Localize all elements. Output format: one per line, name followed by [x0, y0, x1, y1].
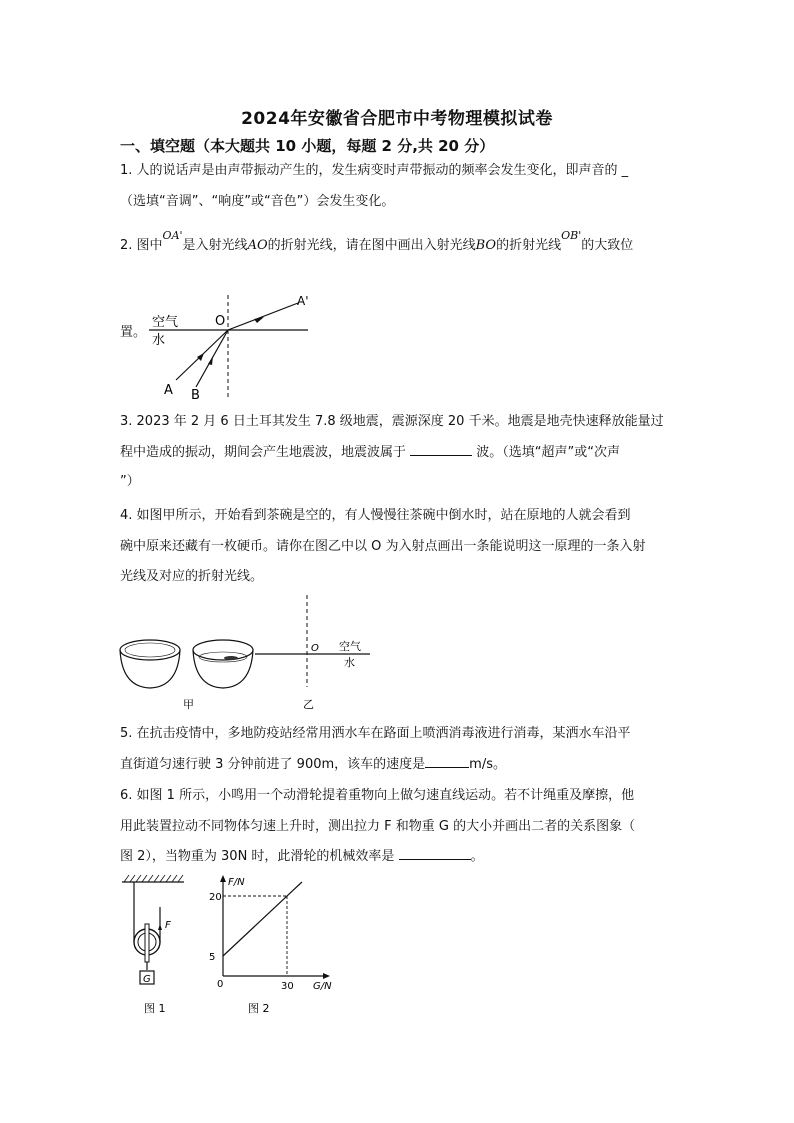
q4-line3: 光线及对应的折射光线。	[120, 569, 264, 584]
answer-blank[interactable]	[410, 443, 472, 456]
q6-text: 图 2），当物重为 30N 时，此滑轮的机械效率是	[120, 849, 395, 864]
section-heading: 一、填空题（本大题共 10 小题，每题 2 分,共 20 分）	[120, 137, 495, 155]
q3-line2	[120, 443, 620, 463]
fig-caption-yi: 乙	[303, 698, 314, 711]
q5-line1: 5. 在抗击疫情中，多地防疫站经常用洒水车在路面上喷洒消毒液进行消毒，某洒水车沿平	[120, 726, 631, 741]
fig-label-a: A	[164, 383, 173, 398]
q2-bo-symbol: BO	[475, 238, 497, 253]
q4-bowl-figure	[118, 595, 378, 715]
q2-ao-symbol: AO	[247, 238, 268, 253]
q6-pulley-figure	[118, 872, 188, 1017]
fig-label-o: O	[215, 314, 226, 329]
q3-text: 程中造成的振动，期间会产生地震波，地震波属于	[120, 445, 407, 460]
fig-label-b: B	[191, 388, 200, 403]
q2-text: 是入射光线	[182, 238, 248, 253]
q2-oa-symbol: OA'	[162, 229, 183, 242]
arrow-icon	[197, 353, 204, 361]
weight-label-g: G	[143, 974, 151, 985]
q2-line1	[120, 229, 634, 256]
bowl-water-rim	[193, 640, 253, 660]
q4-line2: 碗中原来还藏有一枚硬币。请你在图乙中以 O 为入射点画出一条能说明这一原理的一条入射	[120, 539, 646, 554]
fig-caption-jia: 甲	[183, 698, 194, 711]
answer-blank[interactable]	[425, 755, 469, 768]
q5-text: m/s。	[469, 757, 506, 772]
fig-label-water: 水	[344, 656, 355, 669]
exam-title: 2024年安徽省合肥市中考物理模拟试卷	[241, 109, 553, 129]
ceiling-hatch	[124, 875, 183, 882]
q6-fg-chart	[200, 872, 350, 1017]
fig2-caption: 图 2	[248, 1002, 270, 1015]
arrow-icon	[208, 356, 213, 365]
q5-line2	[120, 755, 506, 775]
q2-text: 的大致位	[581, 238, 634, 253]
series-line	[223, 882, 302, 956]
fig-label-a-prime: A'	[297, 294, 309, 308]
q2-line2: 置。	[120, 325, 147, 340]
q5-text: 直街道匀速行驶 3 分钟前进了 900m，该车的速度是	[120, 757, 426, 772]
x-axis-arrow-icon	[323, 973, 330, 979]
refracted-ray-oa	[228, 303, 298, 330]
force-label-f: F	[165, 920, 171, 931]
fig1-caption: 图 1	[144, 1002, 166, 1015]
q1-line1: 1. 人的说话声是由声带振动产生的，发生病变时声带振动的频率会发生变化，即声音的 _	[120, 163, 629, 178]
y-tick-label: 5	[209, 952, 216, 963]
y-tick-label: 20	[209, 892, 222, 903]
y-axis-arrow-icon	[220, 875, 226, 882]
arrow-icon	[158, 924, 162, 930]
fig-label-o: O	[311, 643, 319, 654]
q1-line2: （选填“音调”、“响度”或“音色”）会发生变化。	[120, 194, 395, 209]
fig-label-air: 空气	[152, 315, 179, 330]
x-axis-label: G/N	[313, 981, 332, 992]
q6-line1: 6. 如图 1 所示，小鸣用一个动滑轮提着重物向上做匀速直线运动。若不计绳重及摩擦，他	[120, 788, 635, 803]
answer-blank[interactable]	[399, 847, 471, 860]
coin-icon	[224, 656, 238, 660]
y-axis-label: F/N	[228, 877, 245, 888]
q2-text: 的折射光线	[496, 238, 562, 253]
q6-text: 。	[470, 849, 484, 864]
x-tick-label: 30	[281, 981, 294, 992]
fig-label-air: 空气	[339, 640, 361, 653]
q3-line1: 3. 2023 年 2 月 6 日土耳其发生 7.8 级地震，震源深度 20 千米。地震是地壳快速释放能量过	[120, 414, 664, 429]
q2-text: 2. 图中	[120, 238, 163, 253]
q4-line1: 4. 如图甲所示，开始看到茶碗是空的，有人慢慢往茶碗中倒水时，站在原地的人就会看到	[120, 508, 631, 523]
q3-line3: ”）	[120, 474, 140, 489]
q3-text: 波。（选填“超声”或“次声	[476, 445, 621, 460]
origin-label: 0	[217, 979, 224, 990]
q6-line3	[120, 847, 484, 867]
pulley-frame	[145, 924, 149, 962]
q6-line2: 用此装置拉动不同物体匀速上升时，测出拉力 F 和物重 G 的大小并画出二者的关系图象（	[120, 819, 636, 834]
q2-text: 的折射光线，请在图中画出入射光线	[267, 238, 476, 253]
fig-label-water: 水	[152, 333, 166, 348]
q2-refraction-figure	[140, 295, 320, 405]
q2-ob-symbol: OB'	[561, 229, 582, 242]
